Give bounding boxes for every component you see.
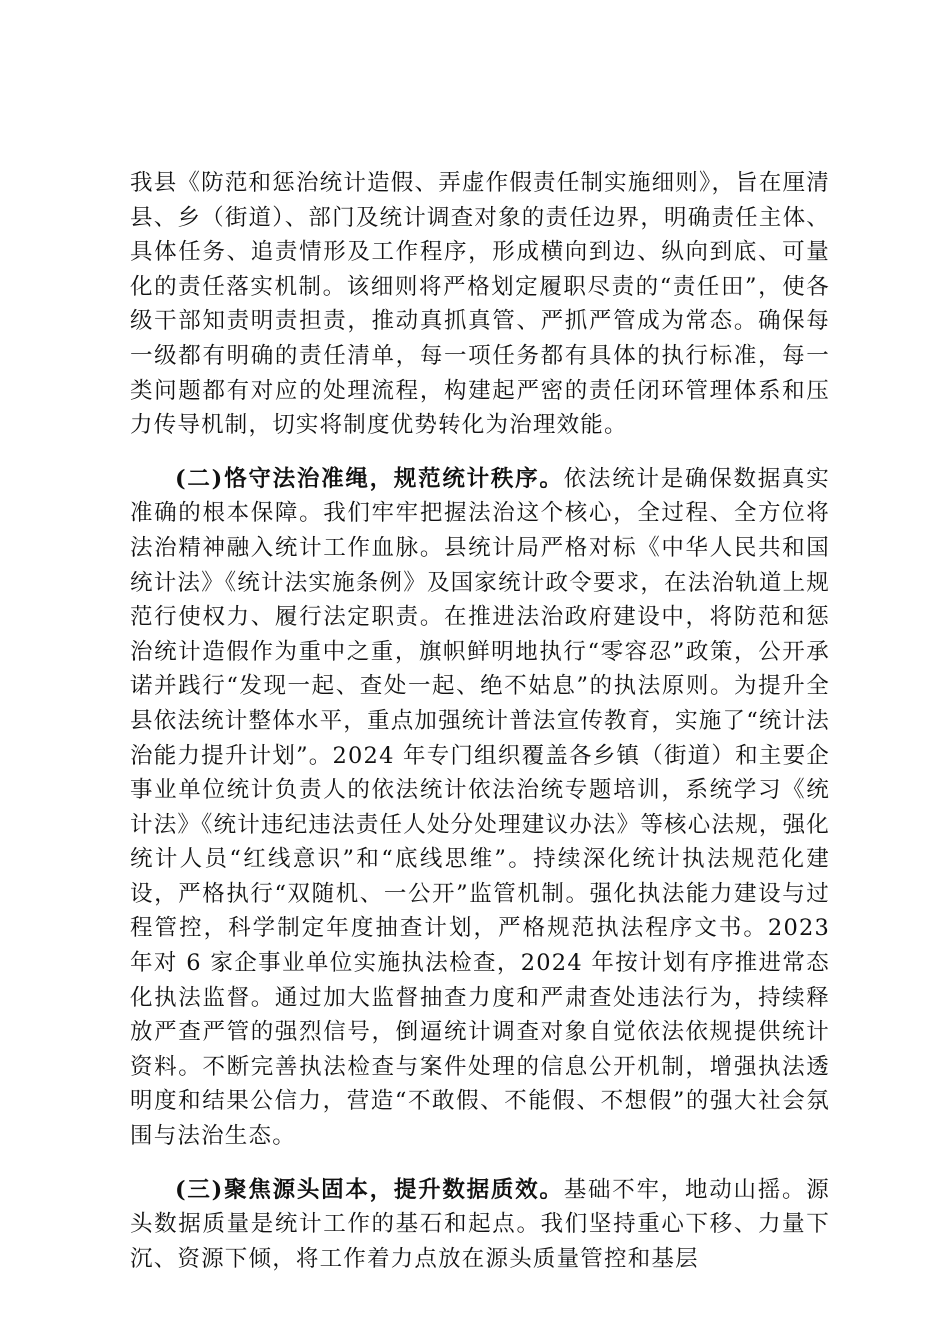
document-body bbox=[130, 166, 830, 1276]
section-heading: (二)恪守法治准绳，规范统计秩序。 bbox=[175, 465, 564, 492]
paragraph-continuation bbox=[130, 166, 830, 443]
paragraph-text: 我县《防范和惩治统计造假、弄虚作假责任制实施细则》，旨在厘清县、乡（街道）、部门及统计调查对象的责任边界，明确责任主体、具体任务、追责情形及工作程序，形成横向到边、纵向到底、可量化的责任落实机制。该细则将严格划定履职尽责的“责任田”，使各级干部知责明责担责，推动真抓真管、严抓严管成为常态。确保每一级都有明确的责任清单，每一项任务都有具体的执行标准，每一类问题都有对应的处理流程，构建起严密的责任闭环管理体系和压力传导机制，切实将制度优势转化为治理效能。 bbox=[130, 170, 830, 439]
paragraph-section-2 bbox=[130, 462, 830, 1154]
paragraph-section-3 bbox=[130, 1173, 830, 1277]
section-heading: (三)聚焦源头固本，提升数据质效。 bbox=[175, 1176, 564, 1203]
paragraph-text: 基础不牢，地动山摇。源头数据质量是统计工作的基石和起点。我们坚持重心下移、力量下沉、资源下倾，将工作着力点放在源头质量管控和基层 bbox=[130, 1176, 830, 1272]
paragraph-text: 依法统计是确保数据真实准确的根本保障。我们牢牢把握法治这个核心，全过程、全方位将法治精神融入统计工作血脉。县统计局严格对标《中华人民共和国统计法》《统计法实施条例》及国家统计政令要求，在法治轨道上规范行使权力、履行法定职责。在推进法治政府建设中，将防范和惩治统计造假作为重中之重，旗帜鲜明地执行“零容忍”政策，公开承诺并践行“发现一起、查处一起、绝不姑息”的执法原则。为提升全县依法统计整体水平，重点加强统计普法宣传教育，实施了“统计法治能力提升计划”。2024 年专门组织覆盖各乡镇（街道）和主要企事业单位统计负责人的依法统计依法治统专题培训，系统学习《统计法》《统计违纪违法责任人处分处理建议办法》等核心法规，强化统计人员“红线意识”和“底线思维”。持续深化统计执法规范化建设，严格执行“双随机、一公开”监管机制。强化执法能力建设与过程管控，科学制定年度抽查计划，严格规范执法程序文书。2023 年对 6 家企事业单位实施执法检查，2024 年按计划有序推进常态化执法监督。通过加大监督抽查力度和严肃查处违法行为，持续释放严查严管的强烈信号，倒逼统计调查对象自觉依法依规提供统计资料。不断完善执法检查与案件处理的信息公开机制，增强执法透明度和结果公信力，营造“不敢假、不能假、不想假”的强大社会氛围与法治生态。 bbox=[130, 465, 831, 1150]
